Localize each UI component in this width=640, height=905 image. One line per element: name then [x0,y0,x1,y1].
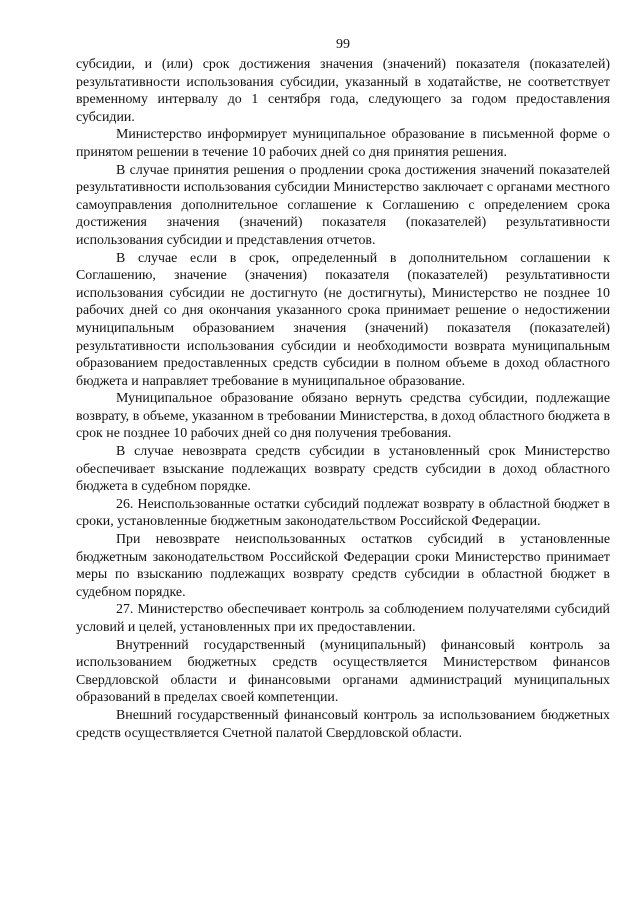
paragraph: Муниципальное образование обязано вернуть средства субсидии, подлежащие возврату, в объеме, указанном в требовании Министерства, в доход областного бюджета в срок не позднее 10 рабочих дней со дня получения требования. [76,391,610,442]
paragraph: субсидии, и (или) срок достижения значения (значений) показателя (показателей) результативности использования субсидии, указанный в ходатайстве, не соответствует временному интервалу до 1 сентября года, следующего за годом предоставления субсидии. [76,57,610,125]
paragraph: Министерство информирует муниципальное образование в письменной форме о принятом решении в течение 10 рабочих дней со дня принятия решения. [76,127,610,160]
document-page [76,36,610,742]
paragraph: В случае если в срок, определенный в дополнительном соглашении к Соглашению, значение (значения) показателя (показателей) результативности использования субсидии не достигнуто (не достигнуты), Министерство не позднее 10 рабочих дней со дня окончания указанного срока принимает решение о недостижении муниципальным образованием значения (значений) показателя (показателей) результативности использования субсидии и необходимости возврата муниципальным образованием предоставленных средств субсидии в полном объеме в доход областного бюджета и направляет требование в муниципальное образование. [76,250,610,389]
paragraph: 27. Министерство обеспечивает контроль за соблюдением получателями субсидий условий и целей, установленных при их предоставлении. [76,602,610,635]
paragraph: 26. Неиспользованные остатки субсидий подлежат возврату в областной бюджет в сроки, установленные бюджетным законодательством Российской Федерации. [76,496,610,530]
paragraph: Внутренний государственный (муниципальный) финансовый контроль за использованием бюджетных средств осуществляется Министерством финансов Свердловской области и финансовыми органами администраций муниципальных образований в пределах своей компетенции. [76,637,610,706]
document-body [76,56,610,742]
paragraph: В случае принятия решения о продлении срока достижения значений показателей результативности использования субсидии Министерство заключает с органами местного самоуправления дополнительное соглашение к Соглашению с определением срока достижения значения (значений) показателя (показателей) результативности использования субсидии и представления отчетов. [76,162,610,248]
page-number: 99 [336,37,350,52]
paragraph: Внешний государственный финансовый контроль за использованием бюджетных средств осуществляется Счетной палатой Свердловской области. [76,707,610,741]
paragraph: В случае невозврата средств субсидии в установленный срок Министерство обеспечивает взыскание подлежащих возврату средств субсидии в доход областного бюджета в судебном порядке. [76,444,610,495]
paragraph: При невозврате неиспользованных остатков субсидий в установленные бюджетным законодательством Российской Федерации сроки Министерство принимает меры по взысканию подлежащих возврату средств субсидии в областной бюджет в судебном порядке. [76,532,610,600]
